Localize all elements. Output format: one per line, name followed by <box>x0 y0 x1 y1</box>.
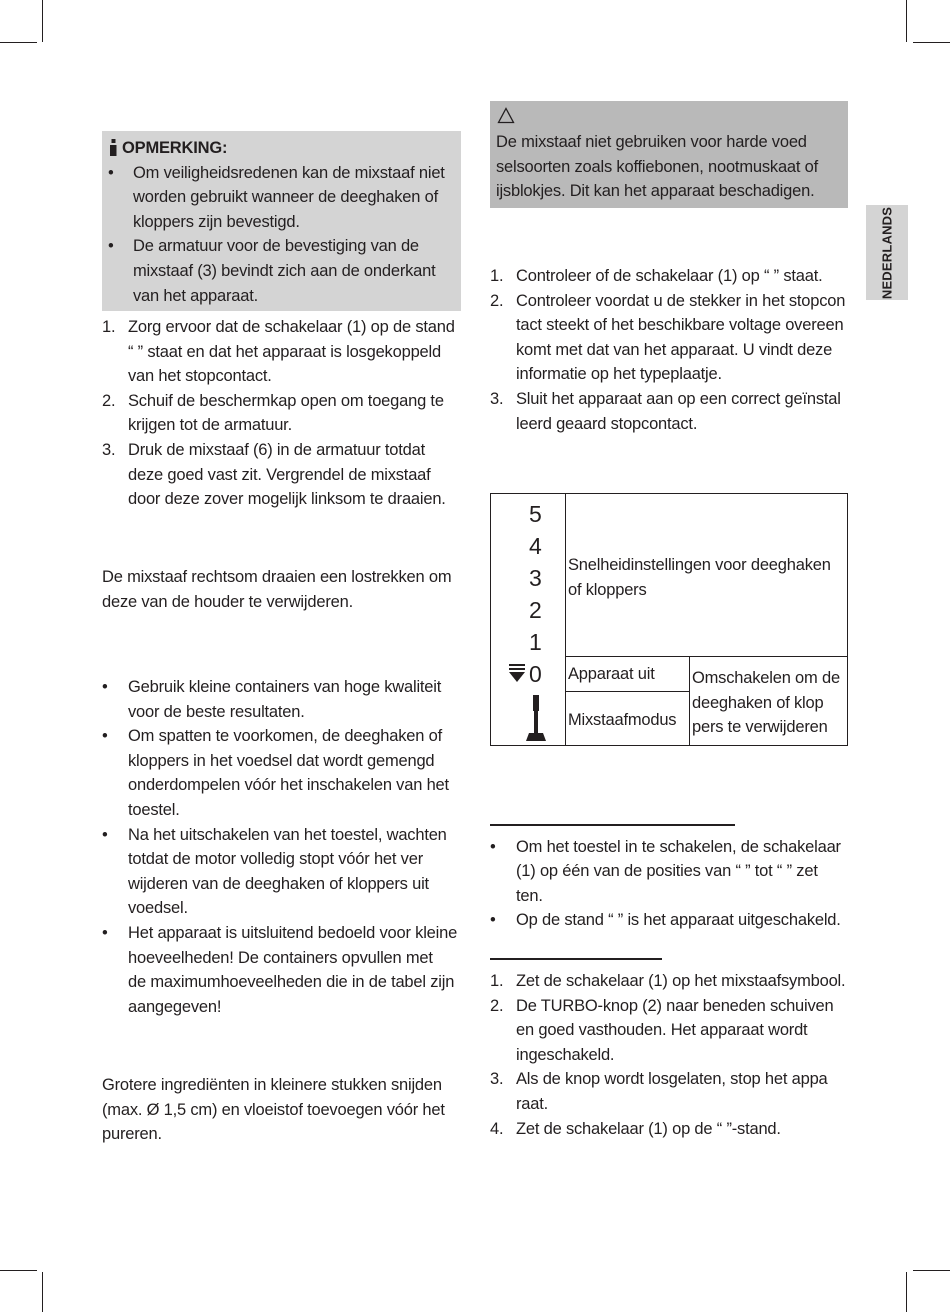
note-line: kloppers zijn bevestigd. <box>133 212 300 231</box>
note-title: OPMERKING: <box>122 139 228 157</box>
step-line: door deze zover mogelijk linksom te draaien. <box>128 490 446 509</box>
tip-line: totdat de motor volledig stopt vóór het ver <box>128 850 423 869</box>
tip-line: de maximumhoeveelheden die in de tabel zijn <box>128 973 455 992</box>
paragraph-line: deze van de houder te verwijderen. <box>102 592 353 611</box>
step-line: “ ” staat en dat het apparaat is losgekoppeld <box>128 342 441 361</box>
bullet-line: (1) op één van de posities van “ ” tot “ ” zet <box>516 862 818 881</box>
speed-description: of kloppers <box>568 580 647 599</box>
step-number: 3. <box>490 1070 504 1089</box>
tip-line: toestel. <box>128 801 180 819</box>
note-line: mixstaaf (3) bevindt zich aan de onderkant <box>133 261 436 280</box>
tip-line: kloppers in het voedsel dat wordt gemengd <box>128 751 435 770</box>
warning-line: selsoorten zoals koffiebonen, nootmuskaat of <box>496 157 819 176</box>
tip-line: voor de beste resultaten. <box>128 702 305 721</box>
swap-description: deeghaken of klop <box>692 693 824 712</box>
step-line: Sluit het apparaat aan op een correct geïnstal <box>516 390 841 408</box>
step-line: en goed vasthouden. Het apparaat wordt <box>516 1021 808 1040</box>
mixer-wand-icon <box>525 695 547 743</box>
bullet-line: Om het toestel in te schakelen, de schakelaar <box>516 837 841 856</box>
step-line: Zorg ervoor dat de schakelaar (1) op de stand <box>128 318 455 336</box>
step-number: 3. <box>102 441 116 459</box>
tip-line: Na het uitschakelen van het toestel, wachten <box>128 825 447 844</box>
tip-line: hoeveelheden! De containers opvullen met <box>128 948 433 967</box>
paragraph-line: pureren. <box>102 1125 162 1144</box>
crop-mark <box>913 42 950 43</box>
bullet-marker: • <box>102 825 108 844</box>
tip-line: Om spatten te voorkomen, de deeghaken of <box>128 727 442 746</box>
speed-number: 0 <box>529 661 542 687</box>
step-line: leerd geaard stopcontact. <box>516 414 698 433</box>
bullet-marker: • <box>108 237 114 256</box>
speed-number: 1 <box>529 629 542 655</box>
bullet-marker: • <box>108 163 114 182</box>
step-line: De TURBO-knop (2) naar beneden schuiven <box>516 996 834 1015</box>
step-line: informatie op het typeplaatje. <box>516 365 722 384</box>
table-gridline <box>565 494 566 746</box>
bullet-line: Op de stand “ ” is het apparaat uitgeschakeld. <box>516 911 841 930</box>
step-line: van het stopcontact. <box>128 367 272 386</box>
bullet-marker: • <box>490 837 496 856</box>
off-symbol-icon <box>508 663 526 683</box>
bullet-marker: • <box>102 727 108 746</box>
step-number: 1. <box>102 318 116 336</box>
crop-mark <box>0 42 37 43</box>
speed-number: 4 <box>529 533 542 559</box>
step-line: Zet de schakelaar (1) op de “ ”-stand. <box>516 1119 781 1138</box>
swap-description: pers te verwijderen <box>692 718 828 737</box>
warning-triangle-icon <box>497 107 515 124</box>
step-line: Als de knop wordt losgelaten, stop het appa <box>516 1070 828 1089</box>
tip-line: aangegeven! <box>128 997 222 1016</box>
step-line: Zet de schakelaar (1) op het mixstaafsymbool. <box>516 972 846 990</box>
crop-mark <box>42 0 43 42</box>
step-line: Controleer voordat u de stekker in het stopcon <box>516 291 846 310</box>
bullet-line: ten. <box>516 886 543 905</box>
speed-table <box>490 493 848 746</box>
table-gridline <box>565 691 689 692</box>
language-tab <box>866 205 908 300</box>
paragraph-line: Grotere ingrediënten in kleinere stukken snijden <box>102 1076 442 1094</box>
off-label: Apparaat uit <box>568 665 655 683</box>
speed-number: 2 <box>529 597 542 623</box>
warning-line: De mixstaaf niet gebruiken voor harde voed <box>496 133 807 151</box>
bullet-marker: • <box>102 924 108 942</box>
step-line: tact steekt of het beschikbare voltage overeen <box>516 316 844 335</box>
step-line: Controleer of de schakelaar (1) op “ ” staat. <box>516 267 823 285</box>
step-line: Schuif de beschermkap open om toegang te <box>128 391 444 410</box>
step-line: deze goed vast zit. Vergrendel de mixstaaf <box>128 465 431 484</box>
note-line: van het apparaat. <box>133 286 259 305</box>
section-rule <box>490 824 735 826</box>
swap-description: Omschakelen om de <box>692 669 840 687</box>
step-number: 1. <box>490 267 504 285</box>
note-line: De armatuur voor de bevestiging van de <box>133 237 419 256</box>
language-tab-label: NEDERLANDS <box>879 206 895 299</box>
bullet-marker: • <box>490 911 496 930</box>
tip-line: wijderen van de deeghaken of kloppers uit <box>128 874 429 893</box>
tip-line: Gebruik kleine containers van hoge kwaliteit <box>128 678 442 696</box>
step-line: krijgen tot de armatuur. <box>128 416 292 435</box>
bullet-marker: • <box>102 678 108 696</box>
step-number: 2. <box>102 391 116 410</box>
step-line: Druk de mixstaaf (6) in de armatuur totdat <box>128 441 425 459</box>
table-gridline <box>689 656 690 746</box>
step-number: 1. <box>490 972 504 990</box>
step-line: komt met dat van het apparaat. U vindt deze <box>516 340 833 359</box>
warning-line: ijsblokjes. Dit kan het apparaat beschadigen. <box>496 182 815 201</box>
note-line: Om veiligheidsredenen kan de mixstaaf niet <box>133 163 445 182</box>
step-line: ingeschakeld. <box>516 1045 615 1064</box>
step-number: 4. <box>490 1119 504 1138</box>
table-gridline <box>565 656 848 657</box>
speed-number: 3 <box>529 565 542 591</box>
section-rule <box>490 958 662 960</box>
speed-number: 5 <box>529 501 542 527</box>
tip-line: Het apparaat is uitsluitend bedoeld voor kleine <box>128 924 458 942</box>
crop-mark <box>906 0 907 42</box>
crop-mark <box>42 1272 43 1312</box>
tip-line: voedsel. <box>128 899 188 918</box>
mix-mode-label: Mixstaafmodus <box>568 711 677 729</box>
crop-mark <box>0 1270 37 1271</box>
speed-description: Snelheidinstellingen voor deeghaken <box>568 556 831 574</box>
step-number: 2. <box>490 996 504 1015</box>
paragraph-line: De mixstaaf rechtsom draaien een lostrekken om <box>102 568 452 586</box>
crop-mark <box>913 1270 950 1271</box>
step-number: 3. <box>490 390 504 408</box>
note-line: worden gebruikt wanneer de deeghaken of <box>133 188 439 207</box>
step-number: 2. <box>490 291 504 310</box>
step-line: raat. <box>516 1095 549 1113</box>
crop-mark <box>906 1272 907 1312</box>
paragraph-line: (max. Ø 1,5 cm) en vloeistof toevoegen vóór het <box>102 1100 445 1119</box>
info-icon <box>109 139 118 157</box>
tip-line: onderdompelen vóór het inschakelen van het <box>128 776 449 795</box>
